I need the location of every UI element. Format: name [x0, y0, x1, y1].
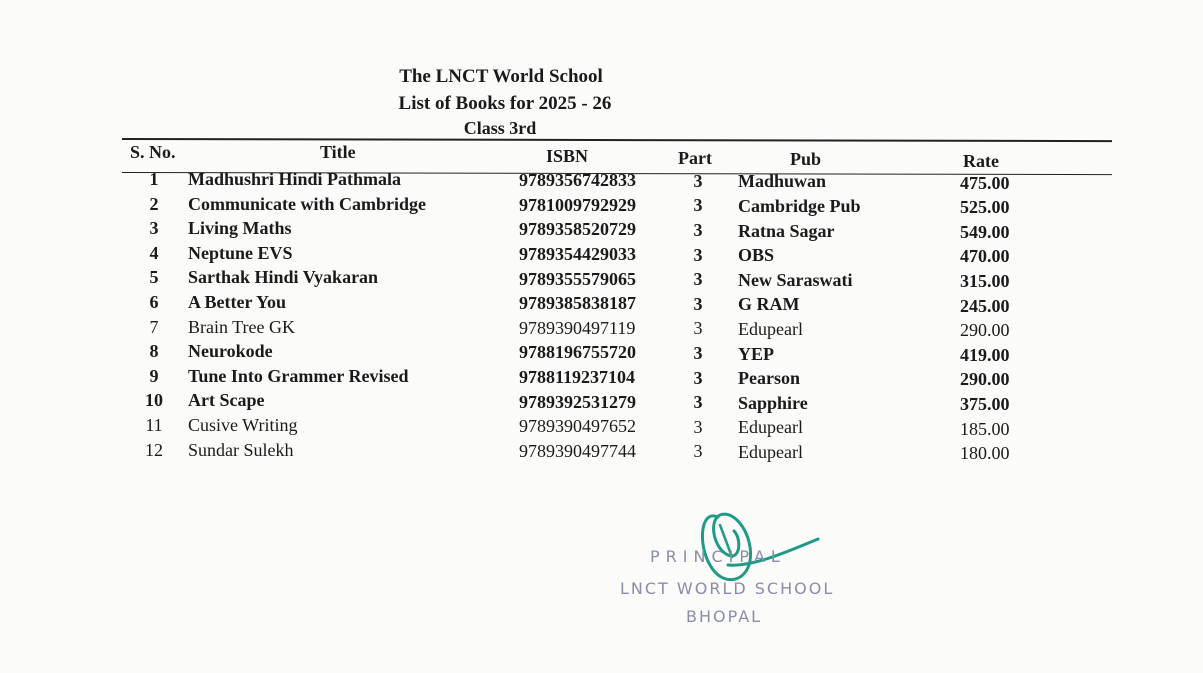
cell-rate: 419.00 [960, 344, 1010, 365]
cell-pub: Cambridge Pub [738, 195, 861, 216]
cell-pub: Sapphire [738, 392, 808, 413]
cell-rate: 245.00 [960, 295, 1010, 316]
cell-pub: Edupearl [738, 417, 803, 438]
table-row [122, 169, 1114, 193]
cell-sno: 1 [149, 169, 159, 189]
cell-rate: 549.00 [960, 221, 1010, 242]
cell-sno: 12 [145, 439, 163, 460]
table-row [122, 341, 1114, 365]
cell-isbn: 9789355579065 [519, 268, 636, 289]
cell-title: Cusive Writing [188, 415, 298, 435]
column-header-title: Title [320, 142, 356, 162]
cell-title: Sarthak Hindi Vyakaran [188, 267, 379, 288]
cell-title: Madhushri Hindi Pathmala [188, 169, 402, 189]
school-name: The LNCT World School [399, 66, 603, 87]
cell-sno: 10 [145, 390, 163, 411]
list-title: List of Books for 2025 - 26 [398, 93, 612, 114]
column-header-pub: Pub [790, 149, 822, 169]
cell-pub: Pearson [738, 368, 800, 389]
cell-sno: 5 [149, 267, 159, 288]
cell-isbn: 9789392531279 [519, 391, 636, 412]
principal-stamp [600, 495, 860, 645]
cell-rate: 475.00 [960, 172, 1010, 193]
cell-rate: 185.00 [960, 418, 1010, 439]
cell-title: Living Maths [188, 218, 292, 239]
cell-title: Art Scape [188, 390, 265, 411]
table-row [122, 267, 1114, 291]
cell-sno: 2 [149, 193, 159, 214]
cell-pub: Edupearl [738, 318, 803, 339]
cell-isbn: 9789385838187 [519, 293, 636, 314]
cell-part: 3 [693, 195, 703, 216]
cell-part: 3 [693, 318, 703, 339]
cell-pub: OBS [738, 245, 775, 266]
table-row [122, 415, 1114, 439]
table-row [122, 292, 1114, 316]
cell-part: 3 [693, 392, 703, 413]
cell-sno: 3 [149, 218, 159, 239]
cell-pub: Madhuwan [738, 171, 827, 192]
cell-part: 3 [693, 170, 703, 191]
column-header-part: Part [678, 148, 712, 168]
table-row [122, 243, 1114, 267]
cell-pub: G RAM [738, 294, 800, 315]
cell-title: Brain Tree GK [188, 316, 295, 337]
cell-part: 3 [693, 367, 703, 388]
table-row [122, 440, 1114, 464]
cell-title: Communicate with Cambridge [188, 193, 426, 214]
cell-sno: 6 [149, 292, 159, 312]
cell-isbn: 9788119237104 [519, 366, 636, 387]
cell-isbn: 9789354429033 [519, 243, 636, 264]
cell-title: A Better You [188, 292, 286, 312]
cell-title: Neurokode [188, 341, 273, 362]
cell-rate: 290.00 [960, 320, 1010, 341]
cell-part: 3 [693, 244, 703, 265]
column-header-rate: Rate [963, 151, 999, 171]
table-row [122, 194, 1114, 218]
cell-rate: 290.00 [960, 369, 1010, 390]
table-row [122, 218, 1114, 242]
book-list-table [122, 136, 1114, 476]
cell-sno: 7 [149, 316, 159, 337]
cell-isbn: 9789356742833 [519, 170, 636, 191]
stamp-school: LNCT WORLD SCHOOL [620, 579, 835, 598]
table-row [122, 317, 1114, 341]
stamp-city: BHOPAL [686, 607, 763, 626]
cell-sno: 4 [149, 242, 159, 263]
cell-sno: 11 [145, 415, 163, 435]
cell-isbn: 9781009792929 [519, 194, 636, 215]
cell-rate: 375.00 [960, 393, 1010, 414]
cell-pub: New Saraswati [738, 269, 853, 290]
cell-isbn: 9789390497652 [519, 416, 636, 437]
cell-rate: 470.00 [960, 246, 1010, 267]
cell-title: Sundar Sulekh [188, 439, 294, 460]
cell-sno: 9 [149, 365, 159, 386]
table-row [122, 366, 1114, 390]
column-header-sno: S. No. [130, 142, 176, 162]
cell-part: 3 [693, 342, 703, 363]
cell-pub: Ratna Sagar [738, 220, 835, 241]
cell-pub: Edupearl [738, 441, 803, 462]
header-top-rule [122, 138, 1112, 142]
cell-part: 3 [693, 219, 703, 240]
cell-part: 3 [693, 441, 703, 462]
cell-pub: YEP [738, 343, 774, 364]
table-row [122, 390, 1114, 414]
cell-part: 3 [693, 269, 703, 290]
cell-rate: 315.00 [960, 270, 1010, 291]
column-header-isbn: ISBN [546, 146, 589, 166]
cell-title: Neptune EVS [188, 242, 293, 263]
cell-rate: 525.00 [960, 197, 1010, 218]
cell-sno: 8 [149, 341, 159, 362]
cell-part: 3 [693, 416, 703, 437]
cell-rate: 180.00 [960, 443, 1010, 464]
cell-isbn: 9789390497744 [519, 440, 636, 461]
cell-title: Tune Into Grammer Revised [188, 365, 409, 386]
stamp-title: PRINCIPAL [650, 547, 786, 566]
cell-isbn: 9788196755720 [519, 342, 636, 363]
cell-part: 3 [693, 293, 703, 314]
class-label: Class 3rd [463, 118, 537, 138]
cell-isbn: 9789390497119 [519, 317, 636, 338]
cell-isbn: 9789358520729 [519, 219, 636, 240]
